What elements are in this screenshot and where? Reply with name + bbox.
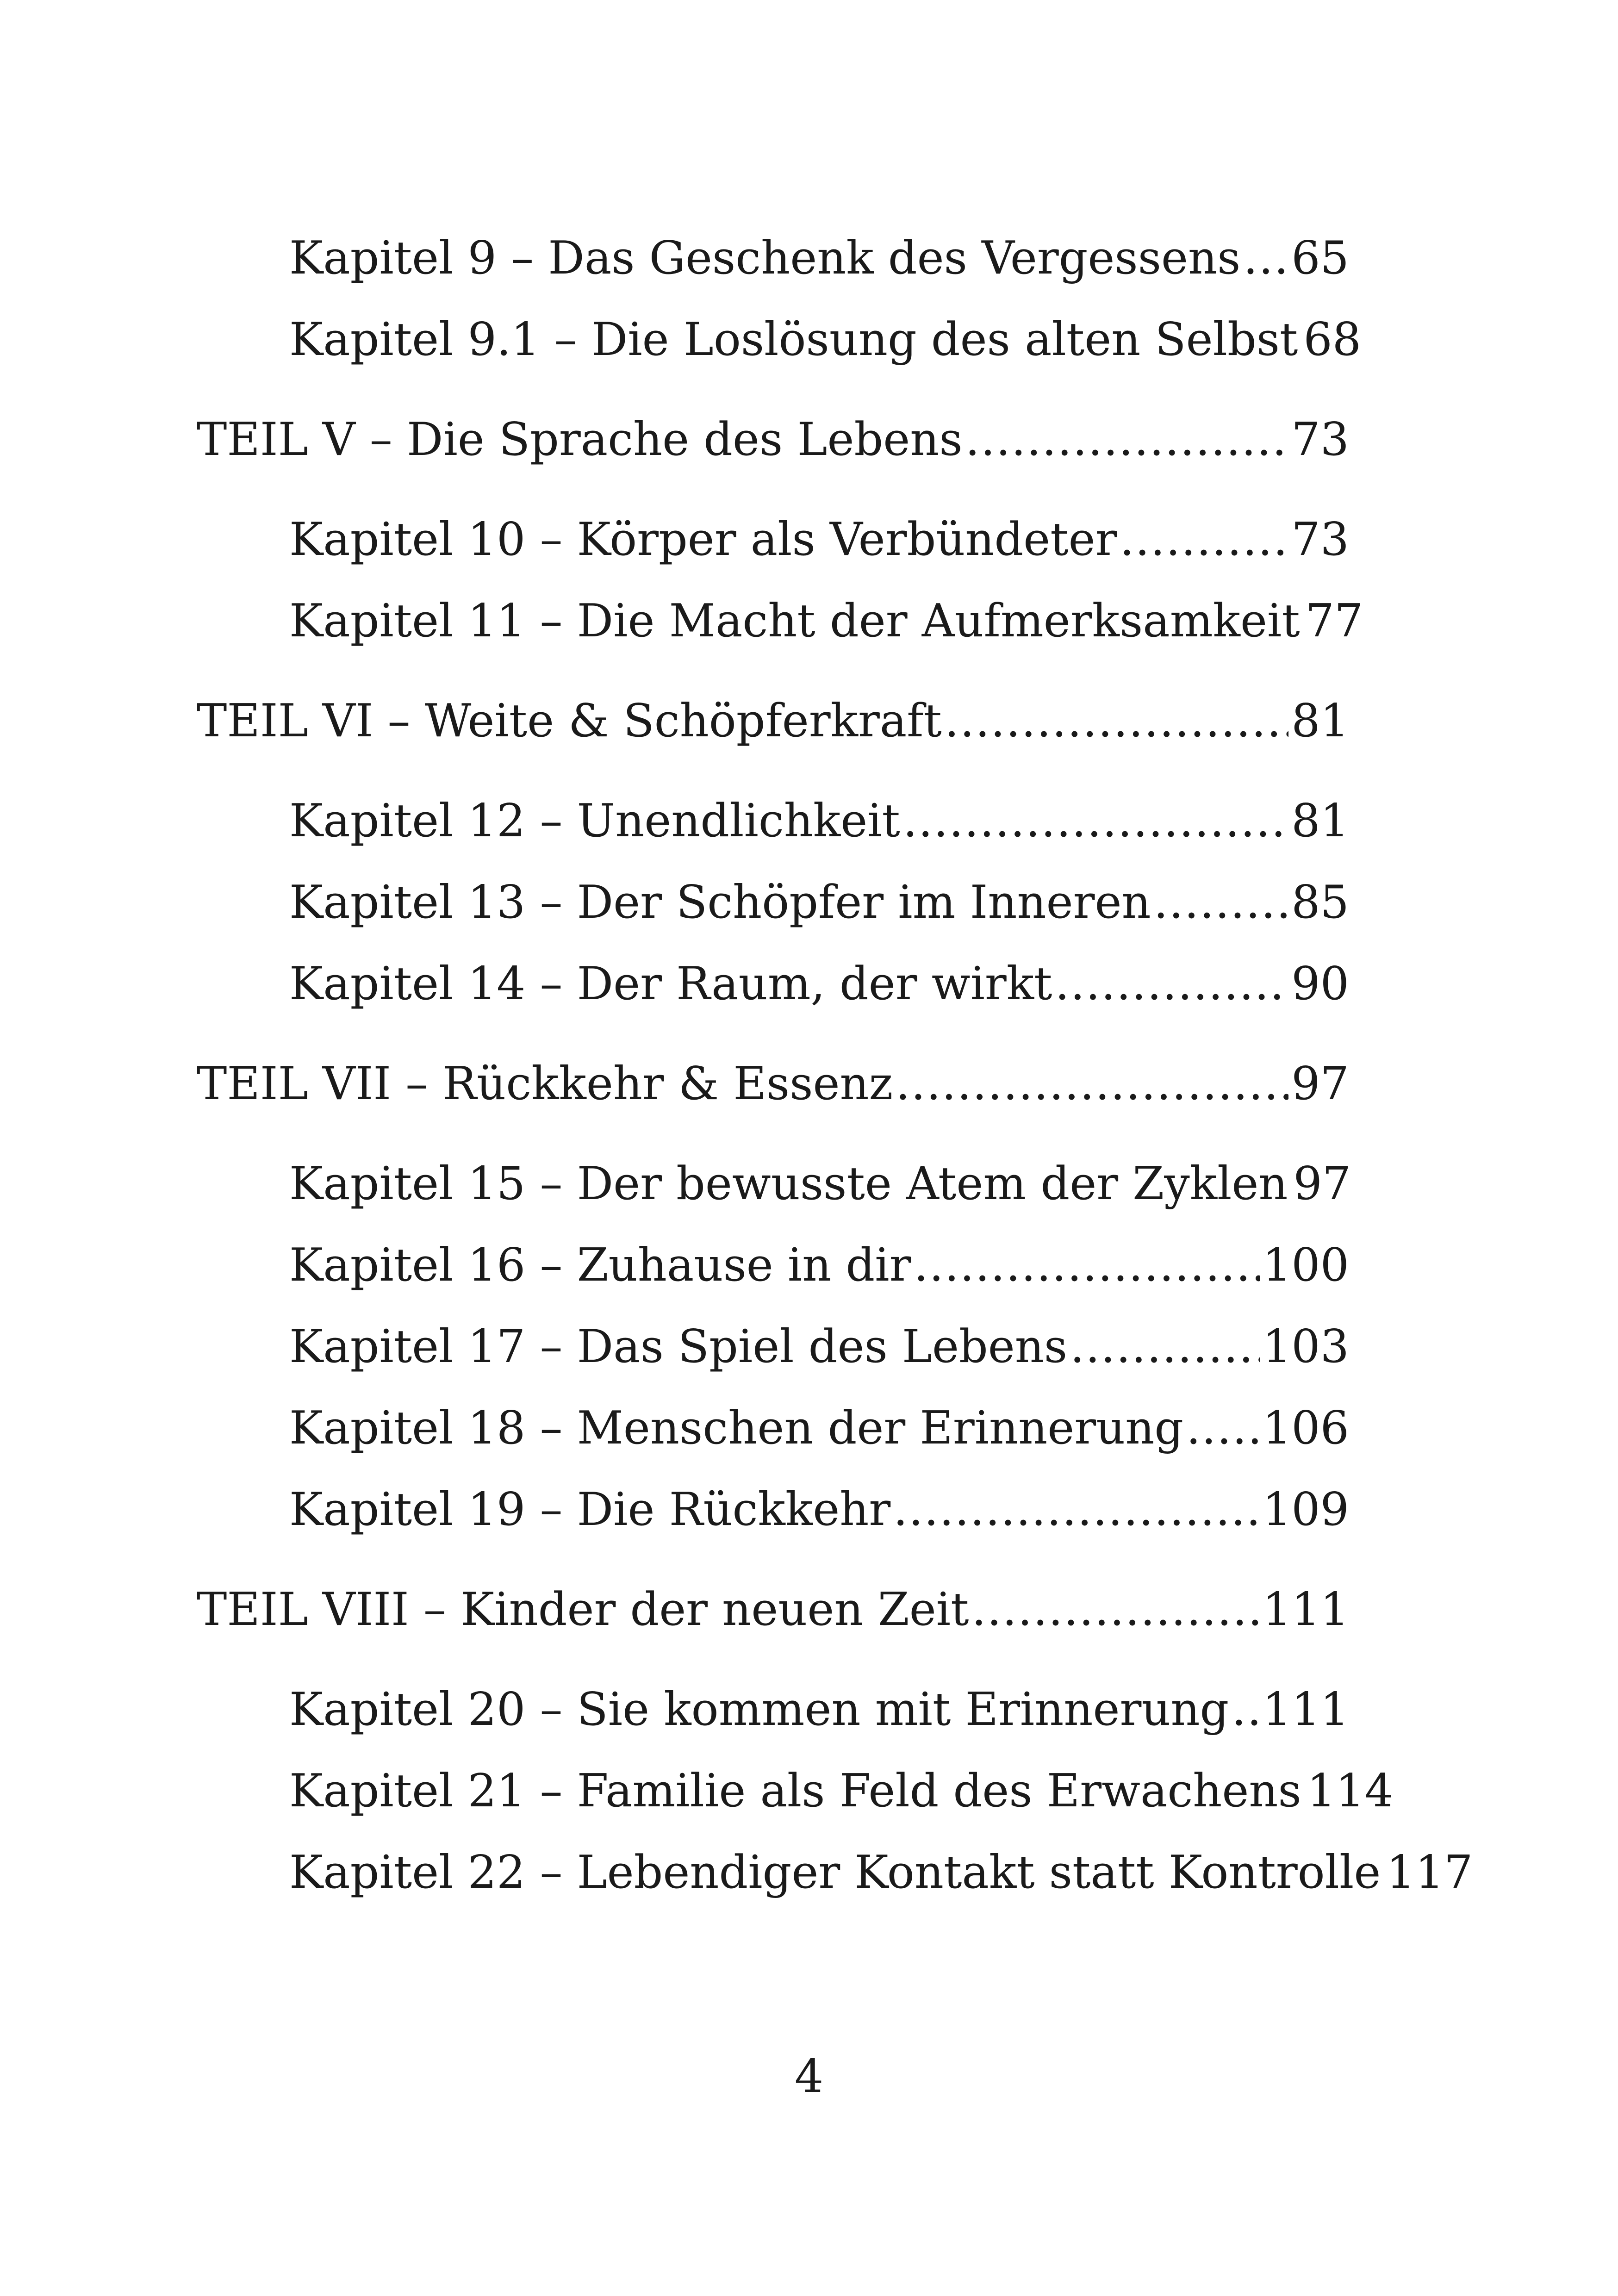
toc-entry-chapter-18[interactable] bbox=[197, 1388, 1349, 1469]
dot-leader bbox=[965, 399, 1289, 480]
toc-entry-chapter-17[interactable] bbox=[197, 1306, 1349, 1388]
toc-entry-page: 100 bbox=[1262, 1239, 1349, 1292]
dot-leader bbox=[972, 1569, 1260, 1650]
dot-leader bbox=[1186, 1388, 1260, 1469]
toc-entry-page: 117 bbox=[1386, 1846, 1473, 1899]
toc-entry-chapter-11[interactable] bbox=[197, 580, 1363, 662]
table-of-contents bbox=[197, 218, 1473, 1913]
toc-entry-chapter-12[interactable] bbox=[197, 780, 1349, 862]
toc-entry-chapter-16[interactable] bbox=[197, 1225, 1349, 1306]
dot-leader bbox=[1232, 1669, 1260, 1750]
toc-entry-page: 111 bbox=[1262, 1583, 1349, 1636]
toc-entry-page: 114 bbox=[1307, 1765, 1394, 1817]
toc-entry-part-v[interactable] bbox=[197, 399, 1349, 480]
toc-entry-chapter-9-1[interactable] bbox=[197, 299, 1362, 380]
toc-entry-page: 81 bbox=[1291, 695, 1349, 747]
toc-entry-page: 68 bbox=[1303, 313, 1362, 366]
toc-entry-title: Kapitel 9 – Das Geschenk des Vergessens bbox=[289, 232, 1241, 285]
toc-entry-chapter-9[interactable] bbox=[197, 218, 1349, 299]
toc-entry-page: 109 bbox=[1262, 1483, 1349, 1536]
toc-entry-page: 97 bbox=[1293, 1157, 1351, 1210]
toc-entry-title: TEIL VIII – Kinder der neuen Zeit bbox=[197, 1583, 969, 1636]
toc-entry-title: Kapitel 17 – Das Spiel des Lebens bbox=[289, 1320, 1068, 1373]
dot-leader bbox=[893, 1469, 1260, 1550]
dot-leader bbox=[945, 680, 1288, 762]
toc-entry-part-vi[interactable] bbox=[197, 680, 1349, 762]
toc-entry-title: TEIL V – Die Sprache des Lebens bbox=[197, 413, 963, 466]
toc-entry-title: Kapitel 19 – Die Rückkehr bbox=[289, 1483, 891, 1536]
toc-entry-title: Kapitel 14 – Der Raum, der wirkt bbox=[289, 958, 1052, 1010]
toc-entry-page: 65 bbox=[1291, 232, 1349, 285]
toc-entry-page: 85 bbox=[1291, 876, 1349, 929]
dot-leader bbox=[903, 780, 1288, 862]
toc-entry-chapter-14[interactable] bbox=[197, 943, 1349, 1025]
dot-leader bbox=[1243, 218, 1288, 299]
dot-leader bbox=[914, 1225, 1260, 1306]
toc-entry-chapter-13[interactable] bbox=[197, 862, 1349, 943]
toc-entry-title: Kapitel 22 – Lebendiger Kontakt statt Kontrolle bbox=[289, 1846, 1381, 1899]
dot-leader bbox=[1070, 1306, 1260, 1388]
toc-entry-title: Kapitel 20 – Sie kommen mit Erinnerung bbox=[289, 1683, 1229, 1736]
toc-entry-page: 106 bbox=[1262, 1402, 1349, 1455]
page-number: 4 bbox=[794, 2050, 824, 2103]
toc-entry-page: 81 bbox=[1291, 795, 1349, 847]
toc-entry-chapter-21[interactable] bbox=[197, 1750, 1394, 1832]
dot-leader bbox=[896, 1043, 1288, 1125]
toc-entry-page: 90 bbox=[1291, 958, 1349, 1010]
toc-entry-title: TEIL VI – Weite & Schöpferkraft bbox=[197, 695, 942, 747]
toc-entry-title: Kapitel 9.1 – Die Loslösung des alten Selbst bbox=[289, 313, 1298, 366]
toc-entry-page: 77 bbox=[1305, 595, 1363, 647]
dot-leader bbox=[1154, 862, 1289, 943]
toc-entry-title: Kapitel 13 – Der Schöpfer im Inneren bbox=[289, 876, 1151, 929]
toc-entry-page: 97 bbox=[1291, 1058, 1349, 1110]
toc-entry-title: TEIL VII – Rückkehr & Essenz bbox=[197, 1058, 893, 1110]
toc-entry-chapter-20[interactable] bbox=[197, 1669, 1349, 1750]
toc-entry-part-vii[interactable] bbox=[197, 1043, 1349, 1125]
toc-entry-title: Kapitel 21 – Familie als Feld des Erwachens bbox=[289, 1765, 1301, 1817]
toc-entry-chapter-10[interactable] bbox=[197, 499, 1349, 580]
dot-leader bbox=[1055, 943, 1289, 1025]
toc-entry-page: 73 bbox=[1291, 513, 1349, 566]
toc-entry-page: 111 bbox=[1262, 1683, 1349, 1736]
toc-entry-title: Kapitel 16 – Zuhause in dir bbox=[289, 1239, 911, 1292]
toc-entry-page: 73 bbox=[1291, 413, 1349, 466]
dot-leader bbox=[1120, 499, 1289, 580]
toc-entry-title: Kapitel 15 – Der bewusste Atem der Zyklen bbox=[289, 1157, 1288, 1210]
toc-entry-title: Kapitel 18 – Menschen der Erinnerung bbox=[289, 1402, 1184, 1455]
toc-entry-title: Kapitel 11 – Die Macht der Aufmerksamkeit bbox=[289, 595, 1300, 647]
toc-entry-chapter-19[interactable] bbox=[197, 1469, 1349, 1550]
toc-entry-title: Kapitel 10 – Körper als Verbündeter bbox=[289, 513, 1117, 566]
toc-entry-chapter-15[interactable] bbox=[197, 1143, 1349, 1225]
toc-entry-page: 103 bbox=[1262, 1320, 1349, 1373]
toc-entry-part-viii[interactable] bbox=[197, 1569, 1349, 1650]
toc-entry-title: Kapitel 12 – Unendlichkeit bbox=[289, 795, 900, 847]
toc-entry-chapter-22[interactable] bbox=[197, 1832, 1473, 1913]
